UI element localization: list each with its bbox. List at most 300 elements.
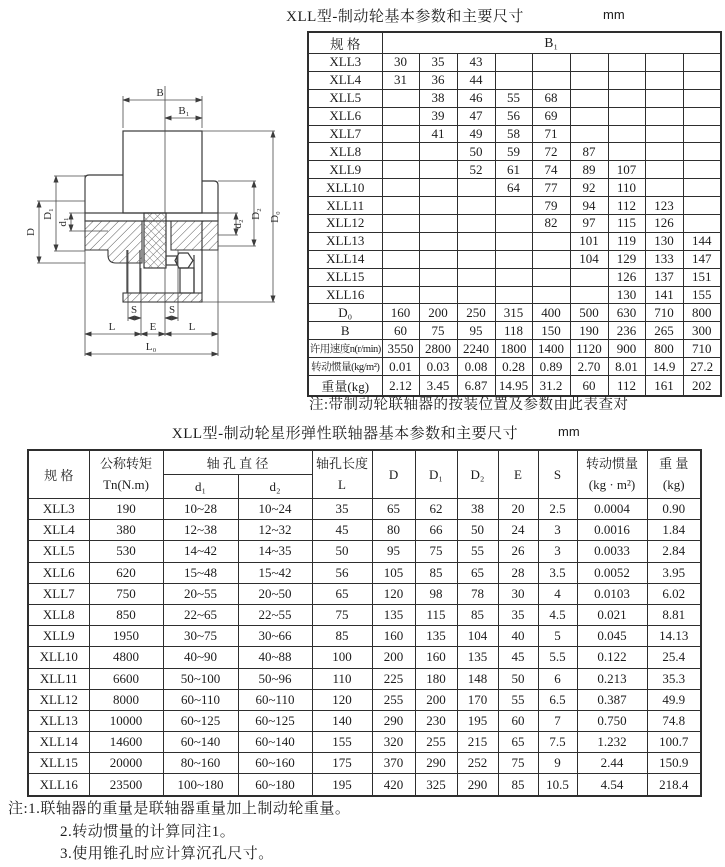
- table2-row: [28, 732, 701, 753]
- b1-value-cell: 79: [532, 197, 570, 215]
- parameter-cell: 60~160: [238, 753, 312, 774]
- inertia-header-line1: 转动惯量: [586, 456, 639, 472]
- parameter-cell: 30~75: [163, 626, 238, 647]
- parameter-cell: 135: [415, 626, 457, 647]
- parameter-cell: 120: [372, 583, 415, 604]
- parameter-cell: 60~110: [163, 689, 238, 710]
- parameter-cell: 115: [415, 604, 457, 625]
- parameter-cell: 104: [457, 626, 498, 647]
- bore-length-header-line1: 轴孔长度: [316, 456, 369, 472]
- b1-value-cell: [495, 71, 532, 89]
- table1-row: [308, 71, 721, 89]
- table2-bore-dia-header: 轴 孔 直 径: [163, 450, 312, 475]
- dim-label-L-left: L: [108, 321, 116, 333]
- parameter-cell: 380: [89, 520, 163, 541]
- dim-label-S-right: S: [168, 304, 176, 316]
- b1-value-cell: 82: [532, 215, 570, 233]
- b1-value-cell: 118: [495, 322, 532, 340]
- parameter-cell: 0.387: [577, 689, 647, 710]
- left-hub-section: [85, 221, 142, 263]
- b1-value-cell: 31.2: [532, 376, 570, 397]
- b1-value-cell: 89: [570, 161, 608, 179]
- b1-value-cell: 31: [382, 71, 419, 89]
- b1-value-cell: [608, 71, 645, 89]
- b1-value-cell: 27.2: [683, 358, 721, 376]
- table2-header-row-1: [28, 450, 701, 475]
- parameter-cell: 370: [372, 753, 415, 774]
- b1-value-cell: [419, 215, 457, 233]
- table1-row-label: XLL3: [308, 54, 382, 72]
- b1-value-cell: [382, 143, 419, 161]
- table2-row: [28, 710, 701, 731]
- parameter-cell: 65: [312, 583, 372, 604]
- table2-D1-header: D₁: [415, 450, 457, 499]
- table2-d2-header: d₂: [238, 475, 312, 499]
- parameter-cell: 100: [312, 647, 372, 668]
- parameter-cell: 65: [457, 562, 498, 583]
- parameter-cell: 20000: [89, 753, 163, 774]
- parameter-cell: 10~28: [163, 499, 238, 520]
- parameter-cell: 40~90: [163, 647, 238, 668]
- parameter-cell: 78: [457, 583, 498, 604]
- parameter-cell: 65: [498, 732, 538, 753]
- b1-value-cell: 202: [683, 376, 721, 397]
- b1-value-cell: [382, 179, 419, 197]
- parameter-cell: 14~42: [163, 541, 238, 562]
- table2-row-label: XLL11: [28, 668, 89, 689]
- parameter-cell: 10.5: [538, 774, 577, 796]
- b1-value-cell: [419, 143, 457, 161]
- b1-value-cell: 315: [495, 304, 532, 322]
- parameter-cell: 50: [312, 541, 372, 562]
- b1-value-cell: [532, 286, 570, 304]
- parameter-cell: 4: [538, 583, 577, 604]
- parameter-cell: 200: [372, 647, 415, 668]
- b1-value-cell: [457, 250, 495, 268]
- b1-value-cell: 155: [683, 286, 721, 304]
- b1-value-cell: 2.12: [382, 376, 419, 397]
- parameter-cell: 50: [498, 668, 538, 689]
- b1-value-cell: 265: [645, 322, 683, 340]
- parameter-cell: 420: [372, 774, 415, 796]
- b1-value-cell: [495, 54, 532, 72]
- table1-row-label: XLL10: [308, 179, 382, 197]
- parameter-cell: 74.8: [647, 710, 701, 731]
- b1-value-cell: 115: [608, 215, 645, 233]
- b1-value-cell: [570, 89, 608, 107]
- table1-spec-header: 规 格: [308, 32, 382, 54]
- parameter-cell: 3.95: [647, 562, 701, 583]
- b1-value-cell: 14.95: [495, 376, 532, 397]
- table2-E-header: E: [498, 450, 538, 499]
- parameter-cell: 35: [312, 499, 372, 520]
- parameter-cell: 14~35: [238, 541, 312, 562]
- parameter-cell: 6.02: [647, 583, 701, 604]
- b1-value-cell: [683, 107, 721, 125]
- parameter-cell: 12~38: [163, 520, 238, 541]
- right-hub-section: [171, 221, 218, 250]
- table1-row-label: B: [308, 322, 382, 340]
- parameter-cell: 0.045: [577, 626, 647, 647]
- parameter-cell: 6600: [89, 668, 163, 689]
- b1-value-cell: 38: [419, 89, 457, 107]
- b1-value-cell: [532, 268, 570, 286]
- b1-value-cell: 0.01: [382, 358, 419, 376]
- b1-value-cell: [382, 107, 419, 125]
- parameter-cell: 98: [415, 583, 457, 604]
- b1-value-cell: 60: [382, 322, 419, 340]
- b1-value-cell: 112: [608, 197, 645, 215]
- b1-value-cell: 300: [683, 322, 721, 340]
- b1-value-cell: 126: [608, 268, 645, 286]
- b1-value-cell: [683, 161, 721, 179]
- table1-row-label: XLL12: [308, 215, 382, 233]
- parameter-cell: 320: [372, 732, 415, 753]
- parameter-cell: 1.232: [577, 732, 647, 753]
- b1-value-cell: [495, 286, 532, 304]
- table1-title: XLL型-制动轮基本参数和主要尺寸: [286, 9, 524, 25]
- parameter-cell: 14600: [89, 732, 163, 753]
- parameter-cell: 215: [457, 732, 498, 753]
- b1-value-cell: 2800: [419, 340, 457, 358]
- weight-header-line2: (kg): [662, 476, 685, 492]
- b1-value-cell: 250: [457, 304, 495, 322]
- parameter-cell: 6: [538, 668, 577, 689]
- b1-value-cell: 41: [419, 125, 457, 143]
- b1-value-cell: 77: [532, 179, 570, 197]
- parameter-cell: 0.0052: [577, 562, 647, 583]
- parameter-cell: 60~140: [238, 732, 312, 753]
- parameter-cell: 105: [372, 562, 415, 583]
- b1-value-cell: 14.9: [645, 358, 683, 376]
- parameter-cell: 160: [415, 647, 457, 668]
- parameter-cell: 135: [372, 604, 415, 625]
- table2-row-label: XLL4: [28, 520, 89, 541]
- table1-note: 注:带制动轮联轴器的按装位置及参数由此表查对: [309, 397, 629, 413]
- parameter-cell: 56: [312, 562, 372, 583]
- parameter-cell: 55: [457, 541, 498, 562]
- b1-value-cell: [570, 268, 608, 286]
- table1-header-row: [308, 32, 721, 54]
- table1-row-label: 转动惯量(kg/m²): [308, 358, 382, 376]
- parameter-cell: 255: [372, 689, 415, 710]
- drum-bottom-plate: [123, 293, 202, 302]
- parameter-cell: 0.0004: [577, 499, 647, 520]
- b1-value-cell: 35: [419, 54, 457, 72]
- b1-value-cell: 58: [495, 125, 532, 143]
- b1-value-cell: 0.28: [495, 358, 532, 376]
- b1-value-cell: [495, 215, 532, 233]
- b1-value-cell: [382, 250, 419, 268]
- b1-value-cell: [495, 232, 532, 250]
- b1-value-cell: [683, 89, 721, 107]
- b1-value-cell: 1400: [532, 340, 570, 358]
- parameter-cell: 195: [312, 774, 372, 796]
- b1-value-cell: [608, 143, 645, 161]
- table1-row: [308, 143, 721, 161]
- parameter-cell: 1.84: [647, 520, 701, 541]
- b1-value-cell: 55: [495, 89, 532, 107]
- table1-row: [308, 358, 721, 376]
- b1-value-cell: 47: [457, 107, 495, 125]
- table1-row: [308, 89, 721, 107]
- b1-value-cell: 141: [645, 286, 683, 304]
- table2-row-label: XLL16: [28, 774, 89, 796]
- parameter-cell: 20~55: [163, 583, 238, 604]
- parameter-cell: 255: [415, 732, 457, 753]
- b1-value-cell: [419, 250, 457, 268]
- parameter-cell: 45: [312, 520, 372, 541]
- parameter-cell: 60~110: [238, 689, 312, 710]
- b1-value-cell: 104: [570, 250, 608, 268]
- parameter-cell: 9: [538, 753, 577, 774]
- dim-label-S-left: S: [130, 304, 138, 316]
- table1-row-label: XLL14: [308, 250, 382, 268]
- b1-value-cell: 94: [570, 197, 608, 215]
- parameter-cell: 20: [498, 499, 538, 520]
- b1-value-cell: [570, 107, 608, 125]
- table2-row-label: XLL10: [28, 647, 89, 668]
- table1-unit-label: mm: [603, 7, 625, 22]
- parameter-cell: 60: [498, 710, 538, 731]
- table2-row-label: XLL8: [28, 604, 89, 625]
- brake-drum: [123, 131, 202, 213]
- left-flange: [85, 175, 123, 213]
- b1-value-cell: 200: [419, 304, 457, 322]
- table1-row: [308, 268, 721, 286]
- parameter-cell: 40: [498, 626, 538, 647]
- b1-value-cell: 50: [457, 143, 495, 161]
- table1-row-label: D₀: [308, 304, 382, 322]
- b1-value-cell: [683, 197, 721, 215]
- b1-value-cell: [382, 125, 419, 143]
- table1-row: [308, 125, 721, 143]
- table1-row-label: XLL9: [308, 161, 382, 179]
- b1-value-cell: 36: [419, 71, 457, 89]
- parameter-cell: 85: [312, 626, 372, 647]
- parameter-cell: 200: [415, 689, 457, 710]
- b1-value-cell: 74: [532, 161, 570, 179]
- b1-value-cell: [608, 54, 645, 72]
- dim-label-d1: d₁: [57, 217, 69, 227]
- b1-value-cell: 151: [683, 268, 721, 286]
- parameter-cell: 6.5: [538, 689, 577, 710]
- parameter-cell: 850: [89, 604, 163, 625]
- footnote-1: 注:1.联轴器的重量是联轴器重量加上制动轮重量。: [8, 801, 351, 817]
- parameter-cell: 14.13: [647, 626, 701, 647]
- weight-header-line1: 重 量: [659, 456, 689, 472]
- table1-row: [308, 161, 721, 179]
- table2-inertia-header: [577, 450, 647, 499]
- table1-row-label: XLL4: [308, 71, 382, 89]
- b1-value-cell: [495, 250, 532, 268]
- parameter-cell: 85: [415, 562, 457, 583]
- b1-value-cell: [532, 71, 570, 89]
- b1-value-cell: [570, 54, 608, 72]
- b1-value-cell: 61: [495, 161, 532, 179]
- b1-value-cell: 123: [645, 197, 683, 215]
- b1-value-cell: 161: [645, 376, 683, 397]
- b1-value-cell: 0.89: [532, 358, 570, 376]
- b1-value-cell: 46: [457, 89, 495, 107]
- table1-row-label: 许用速度n(r/min): [308, 340, 382, 358]
- b1-value-cell: 150: [532, 322, 570, 340]
- table2-d1-header: d₁: [163, 475, 238, 499]
- table2-row-label: XLL12: [28, 689, 89, 710]
- b1-value-cell: [683, 125, 721, 143]
- b1-value-cell: [645, 161, 683, 179]
- parameter-cell: 3: [538, 541, 577, 562]
- b1-value-cell: [419, 197, 457, 215]
- b1-value-cell: 236: [608, 322, 645, 340]
- b1-value-cell: [457, 286, 495, 304]
- parameter-cell: 100.7: [647, 732, 701, 753]
- b1-value-cell: [382, 232, 419, 250]
- b1-value-cell: 72: [532, 143, 570, 161]
- b1-value-cell: 119: [608, 232, 645, 250]
- b1-value-cell: [382, 197, 419, 215]
- b1-value-cell: [683, 71, 721, 89]
- parameter-cell: 0.750: [577, 710, 647, 731]
- b1-value-cell: [457, 268, 495, 286]
- b1-value-cell: 110: [608, 179, 645, 197]
- b1-value-cell: 60: [570, 376, 608, 397]
- table1-row-label: XLL13: [308, 232, 382, 250]
- b1-value-cell: 97: [570, 215, 608, 233]
- b1-value-cell: [570, 71, 608, 89]
- parameter-cell: 75: [312, 604, 372, 625]
- b1-value-cell: [382, 268, 419, 286]
- parameter-cell: 0.0016: [577, 520, 647, 541]
- parameter-cell: 30~66: [238, 626, 312, 647]
- table1-row: [308, 286, 721, 304]
- parameter-cell: 10~24: [238, 499, 312, 520]
- b1-value-cell: 1120: [570, 340, 608, 358]
- parameter-cell: 120: [312, 689, 372, 710]
- parameter-cell: 170: [457, 689, 498, 710]
- b1-value-cell: 133: [645, 250, 683, 268]
- table1-row-label: XLL5: [308, 89, 382, 107]
- parameter-cell: 7.5: [538, 732, 577, 753]
- b1-value-cell: [683, 143, 721, 161]
- parameter-cell: 290: [457, 774, 498, 796]
- parameter-cell: 2.44: [577, 753, 647, 774]
- table1-row-label: XLL16: [308, 286, 382, 304]
- parameter-cell: 15~48: [163, 562, 238, 583]
- b1-value-cell: 710: [645, 304, 683, 322]
- right-web: [180, 268, 194, 293]
- parameter-cell: 49.9: [647, 689, 701, 710]
- table1-row-label: XLL15: [308, 268, 382, 286]
- parameter-cell: 85: [457, 604, 498, 625]
- parameter-cell: 10000: [89, 710, 163, 731]
- b1-value-cell: 107: [608, 161, 645, 179]
- table2-torque-header: [89, 450, 163, 499]
- parameter-cell: 0.213: [577, 668, 647, 689]
- parameter-cell: 24: [498, 520, 538, 541]
- b1-value-cell: [608, 107, 645, 125]
- b1-value-cell: [419, 286, 457, 304]
- dim-label-D2: D₂: [250, 208, 262, 220]
- b1-value-cell: [683, 179, 721, 197]
- right-flange: [202, 181, 218, 213]
- dim-label-B1: B₁: [178, 105, 190, 117]
- parameter-cell: 4.54: [577, 774, 647, 796]
- b1-value-cell: 30: [382, 54, 419, 72]
- table1-row: [308, 340, 721, 358]
- table2-row: [28, 774, 701, 796]
- parameter-cell: 95: [372, 541, 415, 562]
- parameter-cell: 190: [89, 499, 163, 520]
- table2-row: [28, 626, 701, 647]
- dim-label-D: D: [25, 228, 37, 236]
- b1-value-cell: [382, 215, 419, 233]
- parameter-cell: 155: [312, 732, 372, 753]
- b1-value-cell: [457, 232, 495, 250]
- table1-row-label: XLL8: [308, 143, 382, 161]
- b1-value-cell: 44: [457, 71, 495, 89]
- b1-value-cell: [645, 71, 683, 89]
- parameter-cell: 22~65: [163, 604, 238, 625]
- parameter-cell: 7: [538, 710, 577, 731]
- parameter-cell: 50~100: [163, 668, 238, 689]
- table1-row: [308, 250, 721, 268]
- b1-value-cell: [457, 215, 495, 233]
- table1-row: [308, 304, 721, 322]
- footnote-2: 2.转动惯量的计算同注1。: [60, 823, 236, 840]
- table2-row-label: XLL14: [28, 732, 89, 753]
- b1-value-cell: 52: [457, 161, 495, 179]
- b1-value-cell: 92: [570, 179, 608, 197]
- parameter-cell: 15~42: [238, 562, 312, 583]
- footnotes: [8, 798, 708, 866]
- parameter-cell: 100~180: [163, 774, 238, 796]
- b1-value-cell: 95: [457, 322, 495, 340]
- parameter-cell: 750: [89, 583, 163, 604]
- table1-row: [308, 54, 721, 72]
- dim-label-L0: L₀: [145, 341, 157, 353]
- b1-value-cell: [457, 197, 495, 215]
- b1-value-cell: 49: [457, 125, 495, 143]
- table1-b1-header: B₁: [382, 32, 721, 54]
- parameter-cell: 50~96: [238, 668, 312, 689]
- b1-value-cell: 400: [532, 304, 570, 322]
- parameter-cell: 160: [372, 626, 415, 647]
- parameter-cell: 22~55: [238, 604, 312, 625]
- b1-value-cell: 2240: [457, 340, 495, 358]
- table2-spec-header: 规 格: [28, 450, 89, 499]
- parameter-cell: 325: [415, 774, 457, 796]
- parameter-cell: 195: [457, 710, 498, 731]
- parameter-cell: 3: [538, 520, 577, 541]
- parameter-cell: 80~160: [163, 753, 238, 774]
- b1-value-cell: 59: [495, 143, 532, 161]
- parameter-cell: 230: [415, 710, 457, 731]
- b1-value-cell: 112: [608, 376, 645, 397]
- inertia-header-line2: (kg · m²): [588, 476, 636, 492]
- b1-value-cell: 43: [457, 54, 495, 72]
- parameter-cell: 180: [415, 668, 457, 689]
- parameter-cell: 218.4: [647, 774, 701, 796]
- parameter-cell: 75: [498, 753, 538, 774]
- parameter-cell: 140: [312, 710, 372, 731]
- b1-value-cell: [382, 89, 419, 107]
- parameter-cell: 5.5: [538, 647, 577, 668]
- parameter-cell: 23500: [89, 774, 163, 796]
- dim-label-D0: D₀: [269, 211, 281, 223]
- parameter-cell: 35.3: [647, 668, 701, 689]
- b1-value-cell: 0.03: [419, 358, 457, 376]
